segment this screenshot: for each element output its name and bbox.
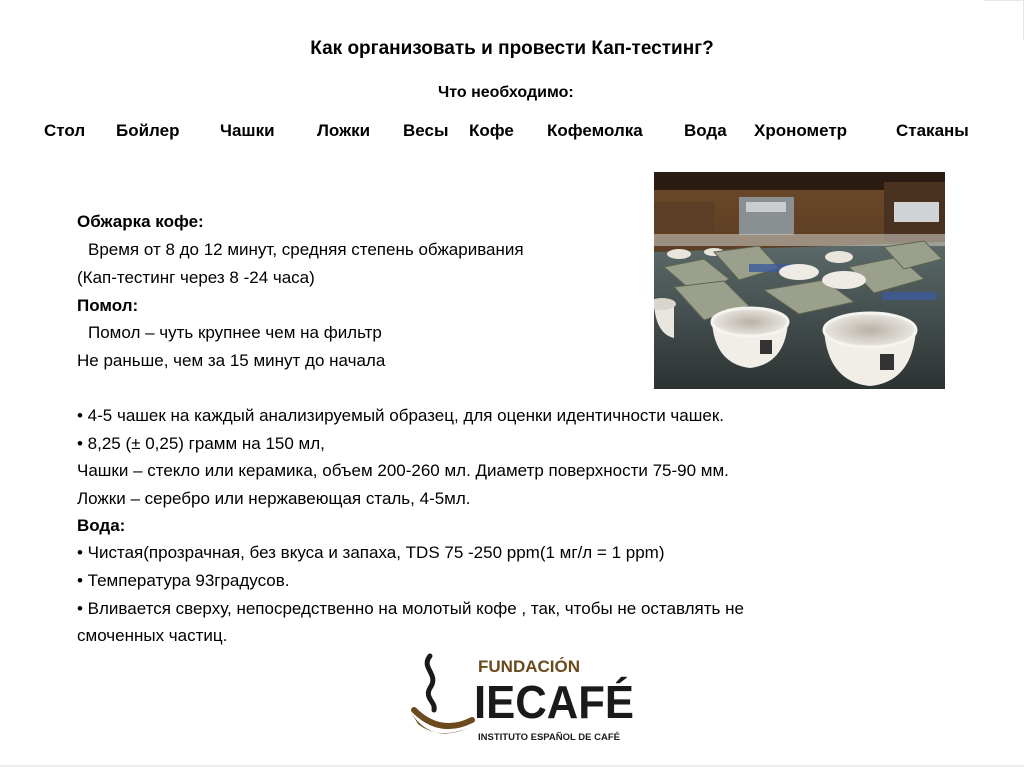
grind-heading: Помол: (77, 296, 139, 315)
page-subtitle: Что необходимо: (438, 84, 574, 101)
equipment-item: Вода (684, 121, 727, 140)
grind-line: Помол – чуть крупнее чем на фильтр (88, 323, 382, 342)
equipment-item: Ложки (317, 121, 371, 140)
equipment-item: Кофемолка (547, 121, 643, 140)
equipment-item: Бойлер (116, 121, 180, 140)
cupping-table-photo (654, 172, 945, 389)
cups-line: Чашки – стекло или керамика, объем 200-260 мл. Диаметр поверхности 75-90 мм. (77, 461, 729, 480)
equipment-item: Стол (44, 121, 86, 140)
logo-tagline: INSTITUTO ESPAÑOL DE CAFÉ (478, 732, 620, 743)
cups-bullet: • 8,25 (± 0,25) грамм на 150 мл, (77, 434, 325, 453)
spoons-line: Ложки – серебро или нержавеющая сталь, 4-5мл. (77, 489, 471, 508)
equipment-item: Кофе (469, 121, 514, 140)
logo-name-main: IECAFÉ (474, 676, 634, 728)
water-bullet: • Вливается сверху, непосредственно на молотый кофе , так, чтобы не оставлять не (77, 599, 744, 618)
fundacion-iecafe-logo (408, 652, 638, 750)
water-heading: Вода: (77, 516, 126, 535)
logo-name-top: FUNDACIÓN (478, 657, 580, 676)
water-bullet: • Температура 93градусов. (77, 571, 290, 590)
roasting-line: Время от 8 до 12 минут, средняя степень обжаривания (88, 240, 524, 259)
roasting-heading: Обжарка кофе: (77, 212, 204, 231)
grind-line: Не раньше, чем за 15 минут до начала (77, 351, 386, 370)
equipment-item: Хронометр (754, 121, 848, 140)
water-bullet-continuation: смоченных частиц. (77, 626, 228, 645)
water-bullet: • Чистая(прозрачная, без вкуса и запаха, TDS 75 -250 ppm(1 мг/л = 1 ppm) (77, 543, 665, 562)
equipment-item: Чашки (220, 121, 275, 140)
cups-bullet: • 4-5 чашек на каждый анализируемый образец, для оценки идентичности чашек. (77, 406, 724, 425)
equipment-item: Весы (403, 121, 449, 140)
page-title: Как организовать и провести Кап-тестинг? (310, 38, 714, 59)
roasting-line: (Кап-тестинг через 8 -24 часа) (77, 268, 315, 287)
equipment-item: Стаканы (896, 121, 969, 140)
steam-icon (427, 656, 434, 710)
